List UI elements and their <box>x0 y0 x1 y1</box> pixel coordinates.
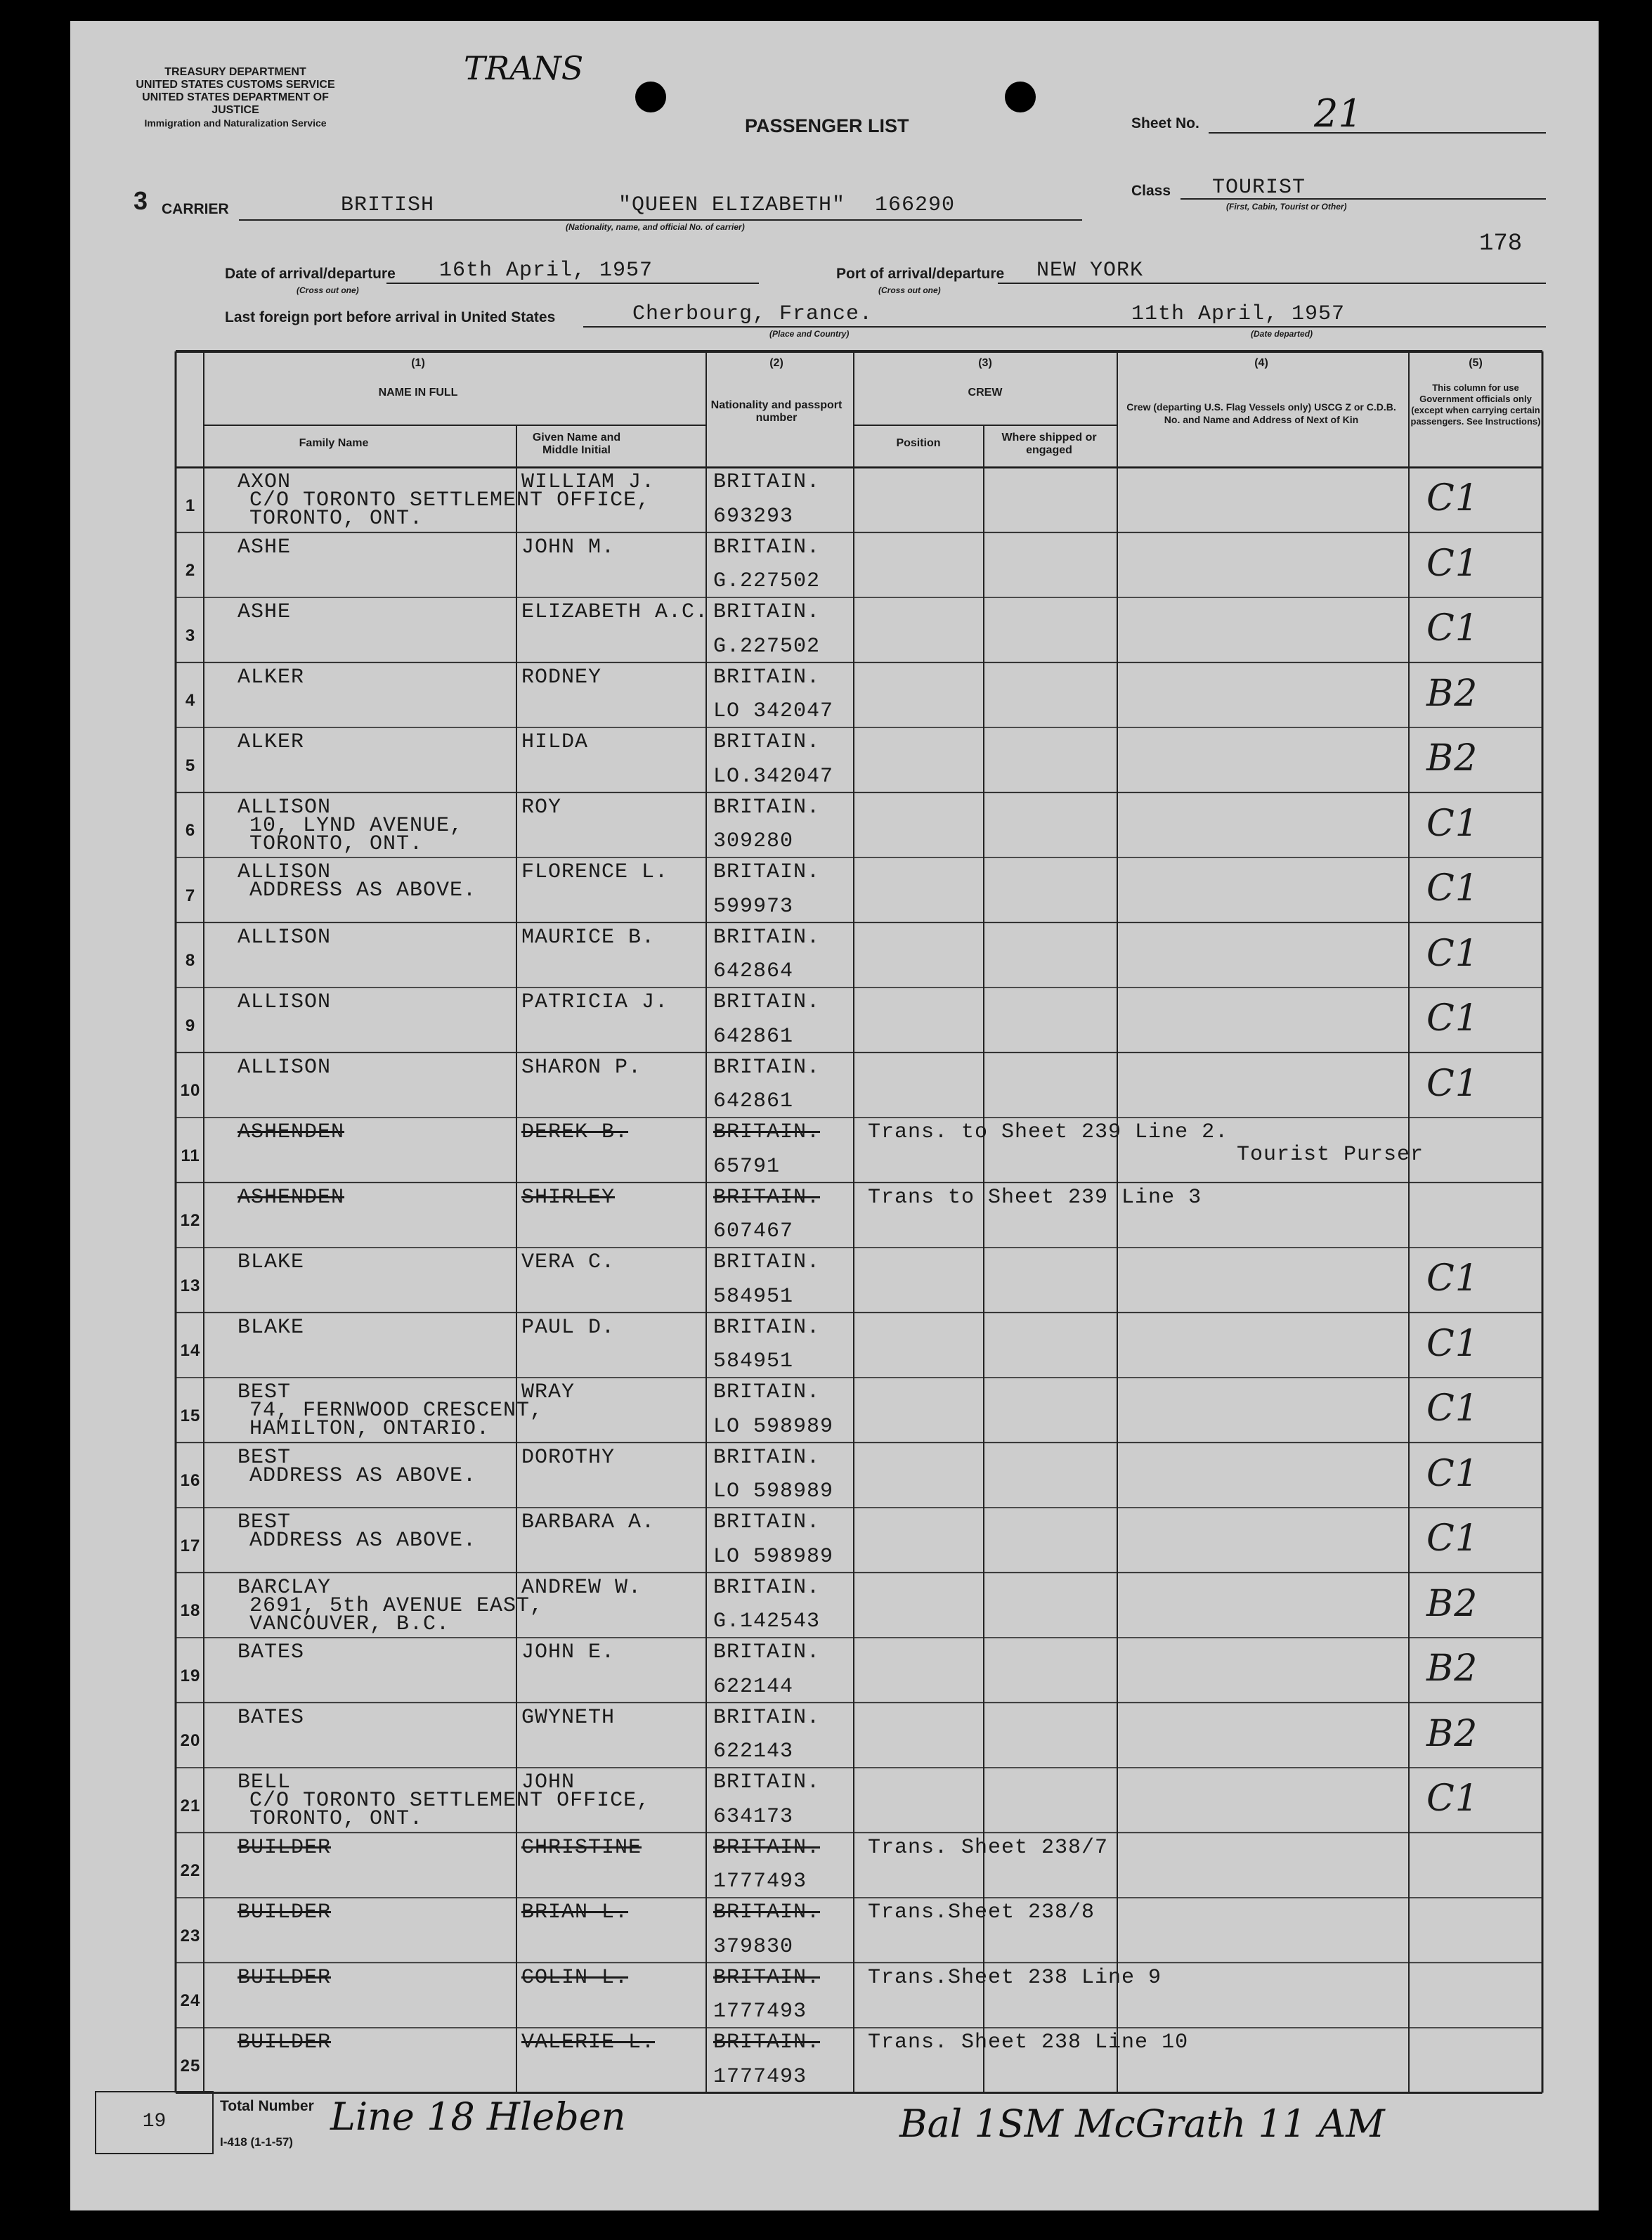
family-name: ALLISON <box>238 860 332 884</box>
line-number: 2 <box>185 561 196 580</box>
line-number: 24 <box>180 1991 201 2010</box>
visa-code: C1 <box>1426 932 1479 975</box>
table-row <box>70 1443 1599 1508</box>
table-row <box>70 1833 1599 1898</box>
line-number: 10 <box>180 1081 201 1100</box>
table-row <box>70 1508 1599 1573</box>
address-line-1: C/O TORONTO SETTLEMENT OFFICE, <box>249 1789 651 1813</box>
nationality: BRITAIN. <box>713 990 821 1014</box>
family-name: BEST <box>238 1445 292 1470</box>
given-name: VALERIE L. <box>521 2031 656 2054</box>
address-line-2: HAMILTON, ONTARIO. <box>249 1417 490 1441</box>
line-number: 11 <box>181 1146 200 1165</box>
line-number: 9 <box>185 1016 196 1035</box>
family-name: ALLISON <box>238 990 332 1014</box>
line-number: 16 <box>180 1471 201 1490</box>
table-row <box>70 1313 1599 1378</box>
table-row <box>70 988 1599 1053</box>
passport-number: LO 598989 <box>713 1544 834 1569</box>
sheet-no-label: Sheet No. <box>1131 115 1199 131</box>
transfer-note-2: Tourist Purser <box>1237 1143 1424 1167</box>
passport-number: 634173 <box>713 1804 794 1829</box>
col5-note: This column for use Government officials only (except when carrying certain passengers. See Instructions) <box>1410 382 1541 427</box>
line-number: 22 <box>180 1861 201 1880</box>
given-name: HILDA <box>521 730 589 754</box>
line-number: 25 <box>180 2056 201 2076</box>
nationality: BRITAIN. <box>713 1055 821 1080</box>
family-name: BEST <box>238 1510 292 1534</box>
footer-signature-left: Line 18 Hleben <box>330 2095 626 2139</box>
given-name: BARBARA A. <box>521 1510 656 1534</box>
carrier-caption: (Nationality, name, and official No. of carrier) <box>566 222 745 232</box>
transfer-note: Trans.Sheet 238/8 <box>868 1901 1095 1924</box>
col5-number: (5) <box>1469 357 1483 369</box>
table-row <box>70 1053 1599 1118</box>
nationality: BRITAIN. <box>713 665 821 690</box>
table-row <box>70 663 1599 728</box>
table-row <box>70 1703 1599 1768</box>
passport-number: 607467 <box>713 1219 794 1243</box>
passport-number: 1777493 <box>713 2000 807 2024</box>
given-name: JOHN M. <box>521 535 616 559</box>
table-row <box>70 923 1599 988</box>
col3-number: (3) <box>978 357 992 369</box>
address-line-1: ADDRESS AS ABOVE. <box>249 1529 477 1553</box>
date-caption: (Cross out one) <box>297 285 359 295</box>
nationality: BRITAIN. <box>713 1250 821 1274</box>
transfer-note: Trans. Sheet 238/7 <box>868 1835 1109 1860</box>
given-name: DEREK B. <box>521 1120 629 1144</box>
agency-line-1: TREASURY DEPARTMENT <box>164 66 306 78</box>
nationality: BRITAIN. <box>713 1380 821 1404</box>
visa-code: C1 <box>1426 1517 1479 1560</box>
visa-code: C1 <box>1426 802 1479 845</box>
visa-code: C1 <box>1426 1387 1479 1430</box>
table-row <box>70 1573 1599 1638</box>
family-name: ALKER <box>238 665 305 690</box>
family-name: BLAKE <box>238 1315 305 1340</box>
passport-number: 65791 <box>713 1154 781 1179</box>
line-number: 7 <box>185 886 196 905</box>
visa-code: B2 <box>1426 672 1478 715</box>
table-row <box>70 2028 1599 2093</box>
visa-code: B2 <box>1426 1647 1478 1690</box>
table-row <box>70 857 1599 923</box>
table-row <box>70 1248 1599 1313</box>
table-row <box>70 1183 1599 1248</box>
given-name: RODNEY <box>521 665 602 690</box>
line-number: 21 <box>180 1796 201 1815</box>
given-name: PAUL D. <box>521 1315 616 1340</box>
family-name: ASHENDEN <box>238 1185 345 1210</box>
visa-code: C1 <box>1426 867 1479 909</box>
table-row <box>70 1378 1599 1443</box>
passport-number: 1777493 <box>713 2064 807 2089</box>
transfer-note: Trans. Sheet 238 Line 10 <box>868 2031 1189 2054</box>
given-name: JOHN <box>521 1770 575 1794</box>
line-number: 1 <box>185 496 196 515</box>
given-name: JOHN E. <box>521 1640 616 1664</box>
nationality: BRITAIN. <box>713 1315 821 1340</box>
margin-mark: 3 <box>134 186 148 215</box>
visa-code: C1 <box>1426 542 1479 585</box>
transfer-note: Trans. to Sheet 239 Line 2. <box>868 1120 1229 1144</box>
total-number: 19 <box>142 2111 167 2132</box>
family-name: BARCLAY <box>238 1575 332 1600</box>
given-name: GWYNETH <box>521 1705 616 1730</box>
family-name: AXON <box>238 470 292 494</box>
passport-number: 379830 <box>713 1934 794 1959</box>
nationality: BRITAIN. <box>713 2031 821 2054</box>
passport-number: LO.342047 <box>713 764 834 789</box>
line-number: 19 <box>180 1666 201 1685</box>
line-number: 15 <box>180 1406 201 1425</box>
carrier-number: 166290 <box>875 193 956 217</box>
col-family-name: Family Name <box>299 437 369 449</box>
class-caption: (First, Cabin, Tourist or Other) <box>1226 202 1347 212</box>
line-number: 23 <box>180 1926 201 1946</box>
nationality: BRITAIN. <box>713 470 821 494</box>
given-name: PATRICIA J. <box>521 990 669 1014</box>
nationality: BRITAIN. <box>713 925 821 950</box>
agency-line-4: Immigration and Naturalization Service <box>144 117 327 129</box>
transfer-note: Trans to Sheet 239 Line 3 <box>868 1185 1202 1210</box>
nationality: BRITAIN. <box>713 1120 821 1144</box>
family-name: ALLISON <box>238 795 332 820</box>
total-box <box>95 2091 214 2154</box>
line-number: 8 <box>185 951 196 970</box>
family-name: BEST <box>238 1380 292 1404</box>
passport-number: LO 342047 <box>713 699 834 723</box>
carrier-nationality: BRITISH <box>341 193 435 217</box>
given-name: COLIN L. <box>521 1965 629 1990</box>
address-line-1: C/O TORONTO SETTLEMENT OFFICE, <box>249 488 651 512</box>
departed-caption: (Date departed) <box>1251 329 1313 339</box>
col4-number: (4) <box>1254 357 1268 369</box>
family-name: ALLISON <box>238 925 332 950</box>
passenger-list-sheet <box>70 21 1599 2210</box>
last-port-value: Cherbourg, France. <box>632 302 873 326</box>
passport-number: 599973 <box>713 894 794 919</box>
visa-code: C1 <box>1426 1452 1479 1495</box>
family-name: ALKER <box>238 730 305 754</box>
visa-code: C1 <box>1426 607 1479 649</box>
form-number: I-418 (1-1-57) <box>220 2135 293 2149</box>
given-name: WRAY <box>521 1380 575 1404</box>
given-name: SHARON P. <box>521 1055 642 1080</box>
family-name: ASHE <box>238 600 292 624</box>
nationality: BRITAIN. <box>713 730 821 754</box>
date-arrival-value: 16th April, 1957 <box>439 259 653 283</box>
nationality: BRITAIN. <box>713 535 821 559</box>
passport-number: 642864 <box>713 959 794 983</box>
place-caption: (Place and Country) <box>769 329 850 339</box>
table-row <box>70 1638 1599 1703</box>
line-number: 6 <box>185 821 196 840</box>
family-name: BUILDER <box>238 1901 332 1924</box>
col2-number: (2) <box>769 357 783 369</box>
col-crew-address: Crew (departing U.S. Flag Vessels only) USCG Z or C.D.B. No. and Name and Address of Next of Kin <box>1126 401 1396 425</box>
passport-number: 622143 <box>713 1740 794 1763</box>
passport-number: LO 598989 <box>713 1414 834 1439</box>
line-number: 13 <box>180 1276 201 1295</box>
nationality: BRITAIN. <box>713 1575 821 1600</box>
family-name: ALLISON <box>238 1055 332 1080</box>
passport-number: G.227502 <box>713 634 821 659</box>
col-given-name: Given Name and Middle Initial <box>532 432 621 456</box>
col-crew: CREW <box>968 387 1003 399</box>
port-arrival-label: Port of arrival/departure <box>836 266 1005 282</box>
col-position: Position <box>896 437 941 449</box>
line-number: 12 <box>180 1211 201 1230</box>
table-row <box>70 467 1599 533</box>
passport-number: 584951 <box>713 1284 794 1309</box>
nationality: BRITAIN. <box>713 1835 821 1860</box>
form-title: PASSENGER LIST <box>745 115 909 136</box>
given-name: FLORENCE L. <box>521 860 669 884</box>
family-name: BLAKE <box>238 1250 305 1274</box>
line-number: 3 <box>185 626 196 645</box>
address-line-1: ADDRESS AS ABOVE. <box>249 879 477 902</box>
table-row <box>70 1768 1599 1833</box>
passport-number: 693293 <box>713 504 794 529</box>
last-port-label: Last foreign port before arrival in United States <box>225 309 556 325</box>
given-name: DOROTHY <box>521 1445 616 1470</box>
given-name: VERA C. <box>521 1250 616 1274</box>
line-number: 20 <box>180 1731 201 1750</box>
given-name: SHIRLEY <box>521 1185 616 1210</box>
port-caption: (Cross out one) <box>878 285 941 295</box>
visa-code: C1 <box>1426 997 1479 1040</box>
nationality: BRITAIN. <box>713 1770 821 1794</box>
address-line-1: 74, FERNWOOD CRESCENT, <box>249 1399 544 1423</box>
visa-code: C1 <box>1426 477 1479 519</box>
stamp-number: 178 <box>1479 231 1523 257</box>
address-line-2: TORONTO, ONT. <box>249 831 424 856</box>
nationality: BRITAIN. <box>713 860 821 884</box>
line-number: 5 <box>185 756 196 775</box>
table-row <box>70 533 1599 598</box>
address-line-2: TORONTO, ONT. <box>249 507 424 531</box>
table-row <box>70 597 1599 663</box>
visa-code: C1 <box>1426 1778 1479 1820</box>
visa-code: B2 <box>1426 1582 1478 1625</box>
table-row <box>70 793 1599 858</box>
class-value: TOURIST <box>1212 176 1306 200</box>
port-arrival-value: NEW YORK <box>1036 259 1144 283</box>
table-row <box>70 1118 1599 1183</box>
visa-code: B2 <box>1426 1712 1478 1755</box>
passport-number: 584951 <box>713 1349 794 1373</box>
carrier-label: CARRIER <box>162 201 229 217</box>
family-name: BUILDER <box>238 1835 332 1860</box>
given-name: MAURICE B. <box>521 925 656 950</box>
given-name: BRIAN L. <box>521 1901 629 1924</box>
family-name: BATES <box>238 1640 305 1664</box>
table-row <box>70 727 1599 793</box>
col1-title: NAME IN FULL <box>378 387 458 399</box>
passport-number: 642861 <box>713 1024 794 1049</box>
line-number: 17 <box>180 1536 201 1555</box>
table-row <box>70 1963 1599 2028</box>
visa-code: C1 <box>1426 1322 1479 1365</box>
visa-code: C1 <box>1426 1257 1479 1300</box>
family-name: BUILDER <box>238 2031 332 2054</box>
departed-value: 11th April, 1957 <box>1131 302 1346 326</box>
col-where-shipped: Where shipped or engaged <box>1001 432 1097 456</box>
nationality: BRITAIN. <box>713 1185 821 1210</box>
address-line-2: TORONTO, ONT. <box>249 1807 424 1831</box>
col-nationality: Nationality and passport number <box>710 399 843 424</box>
passport-number: 309280 <box>713 829 794 853</box>
trans-annotation: TRANS <box>464 49 584 87</box>
address-line-1: 10, LYND AVENUE, <box>249 813 464 838</box>
family-name: BELL <box>238 1770 292 1794</box>
nationality: BRITAIN. <box>713 795 821 820</box>
carrier-ship: "QUEEN ELIZABETH" <box>618 193 846 217</box>
visa-code: C1 <box>1426 1062 1479 1105</box>
line-number: 4 <box>185 691 196 710</box>
nationality: BRITAIN. <box>713 1965 821 1990</box>
agency-line-3: UNITED STATES DEPARTMENT OF JUSTICE <box>142 91 329 116</box>
passport-number: 642861 <box>713 1089 794 1113</box>
nationality: BRITAIN. <box>713 600 821 624</box>
line-number: 18 <box>180 1601 201 1620</box>
passport-number: LO 598989 <box>713 1480 834 1503</box>
class-label: Class <box>1131 183 1171 199</box>
address-line-1: 2691, 5th AVENUE EAST, <box>249 1593 544 1618</box>
visa-code: B2 <box>1426 737 1478 779</box>
given-name: CHRISTINE <box>521 1835 642 1860</box>
col1-number: (1) <box>411 357 425 369</box>
address-line-1: ADDRESS AS ABOVE. <box>249 1463 477 1488</box>
passport-number: 1777493 <box>713 1870 807 1893</box>
family-name: BATES <box>238 1705 305 1730</box>
agency-line-2: UNITED STATES CUSTOMS SERVICE <box>136 79 335 91</box>
passport-number: G.227502 <box>713 569 821 593</box>
family-name: BUILDER <box>238 1965 332 1990</box>
given-name: ANDREW W. <box>521 1575 642 1600</box>
sheet-number: 21 <box>1314 91 1362 136</box>
passport-number: 622144 <box>713 1674 794 1699</box>
table-row <box>70 1898 1599 1963</box>
family-name: ASHE <box>238 535 292 559</box>
footer-signature-right: Bal 1SM McGrath 11 AM <box>899 2102 1385 2146</box>
given-name: ELIZABETH A.C. <box>521 600 709 624</box>
total-label: Total Number <box>220 2098 314 2114</box>
nationality: BRITAIN. <box>713 1445 821 1470</box>
family-name: ASHENDEN <box>238 1120 345 1144</box>
nationality: BRITAIN. <box>713 1510 821 1534</box>
nationality: BRITAIN. <box>713 1640 821 1664</box>
nationality: BRITAIN. <box>713 1901 821 1924</box>
transfer-note: Trans.Sheet 238 Line 9 <box>868 1965 1162 1990</box>
given-name: ROY <box>521 795 562 820</box>
passport-number: G.142543 <box>713 1610 821 1633</box>
line-number: 14 <box>180 1341 201 1360</box>
address-line-2: VANCOUVER, B.C. <box>249 1612 450 1636</box>
nationality: BRITAIN. <box>713 1705 821 1730</box>
date-arrival-label: Date of arrival/departure <box>225 266 396 282</box>
given-name: WILLIAM J. <box>521 470 656 494</box>
